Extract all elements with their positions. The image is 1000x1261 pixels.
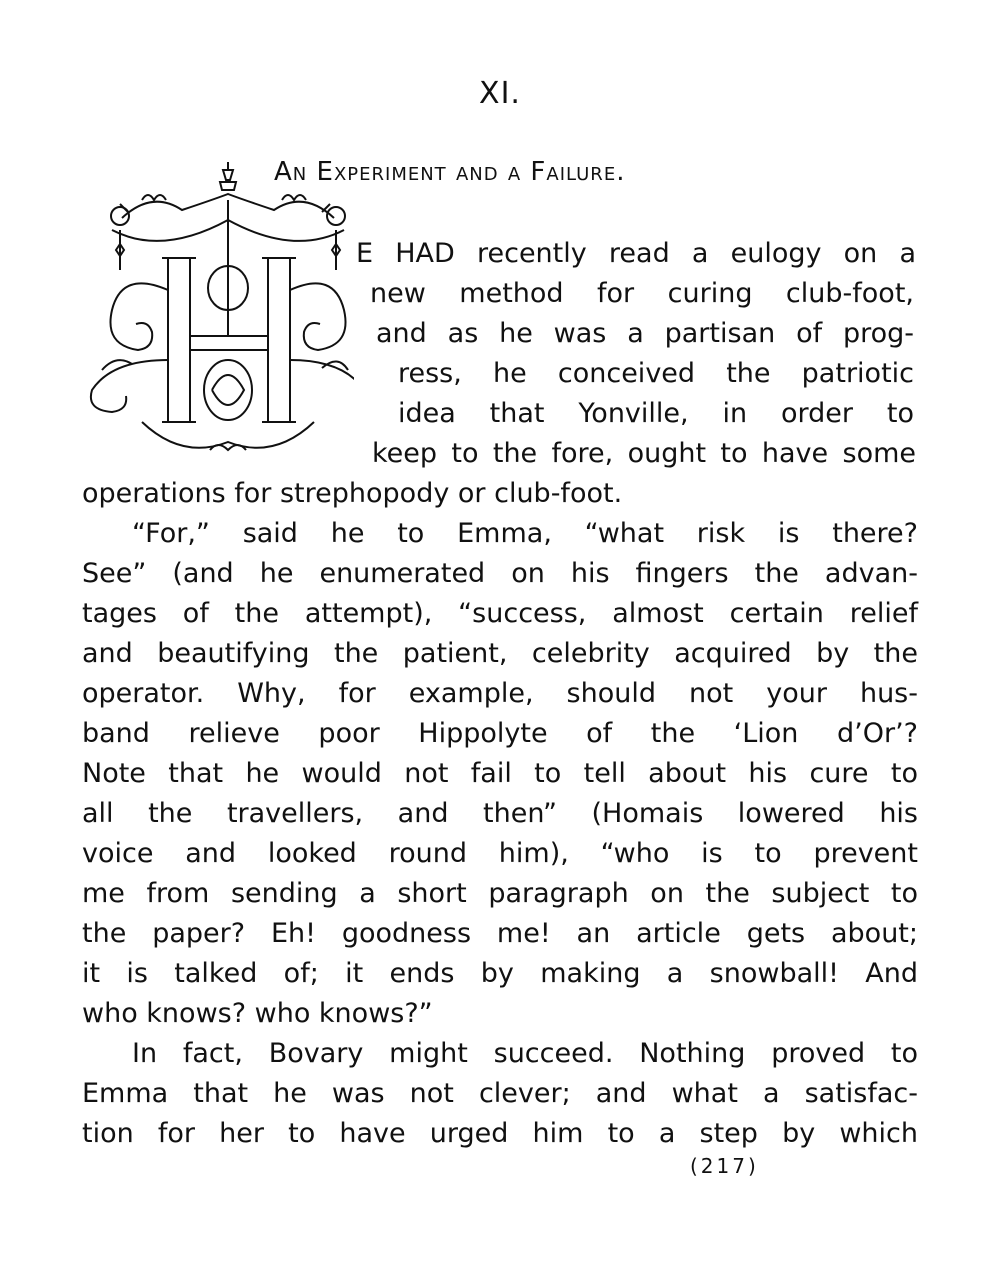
text-line: band relieve poor Hippolyte of the ‘Lion d’Or’? <box>82 718 918 749</box>
text-line: Note that he would not fail to tell about his cure to <box>82 758 918 789</box>
text-line: Emma that he was not clever; and what a satisfac- <box>82 1078 918 1109</box>
text-line: all the travellers, and then” (Homais lowered his <box>82 798 918 829</box>
text-line: operations for strephopody or club-foot. <box>82 478 623 509</box>
chapter-number: XI. <box>479 76 521 111</box>
text-line: tages of the attempt), “success, almost certain relief <box>82 598 918 629</box>
text-line: operator. Why, for example, should not your hus- <box>82 678 918 709</box>
text-line: “For,” said he to Emma, “what risk is there? <box>132 518 918 549</box>
text-line: and beautifying the patient, celebrity acquired by the <box>82 638 918 669</box>
text-line: idea that Yonville, in order to <box>398 398 914 429</box>
chapter-title: An Experiment and a Failure. <box>274 157 626 187</box>
ornamental-drop-cap-icon <box>82 160 354 465</box>
text-line: See” (and he enumerated on his fingers the advan- <box>82 558 918 589</box>
text-line: the paper? Eh! goodness me! an article gets about; <box>82 918 918 949</box>
text-line: voice and looked round him), “who is to prevent <box>82 838 918 869</box>
text-line: keep to the fore, ought to have some <box>372 438 916 469</box>
text-line: who knows? who knows?” <box>82 998 433 1029</box>
drop-cap-h-illustration <box>82 160 354 465</box>
text-line: E HAD recently read a eulogy on a <box>356 238 916 269</box>
text-line: it is talked of; it ends by making a snowball! And <box>82 958 918 989</box>
text-line: and as he was a partisan of prog- <box>376 318 914 349</box>
text-line: ress, he conceived the patriotic <box>398 358 914 389</box>
text-line: me from sending a short paragraph on the subject to <box>82 878 918 909</box>
page-number: (217) <box>690 1154 759 1178</box>
text-line: new method for curing club-foot, <box>370 278 914 309</box>
text-line: In fact, Bovary might succeed. Nothing proved to <box>132 1038 918 1069</box>
text-line: tion for her to have urged him to a step by which <box>82 1118 918 1149</box>
